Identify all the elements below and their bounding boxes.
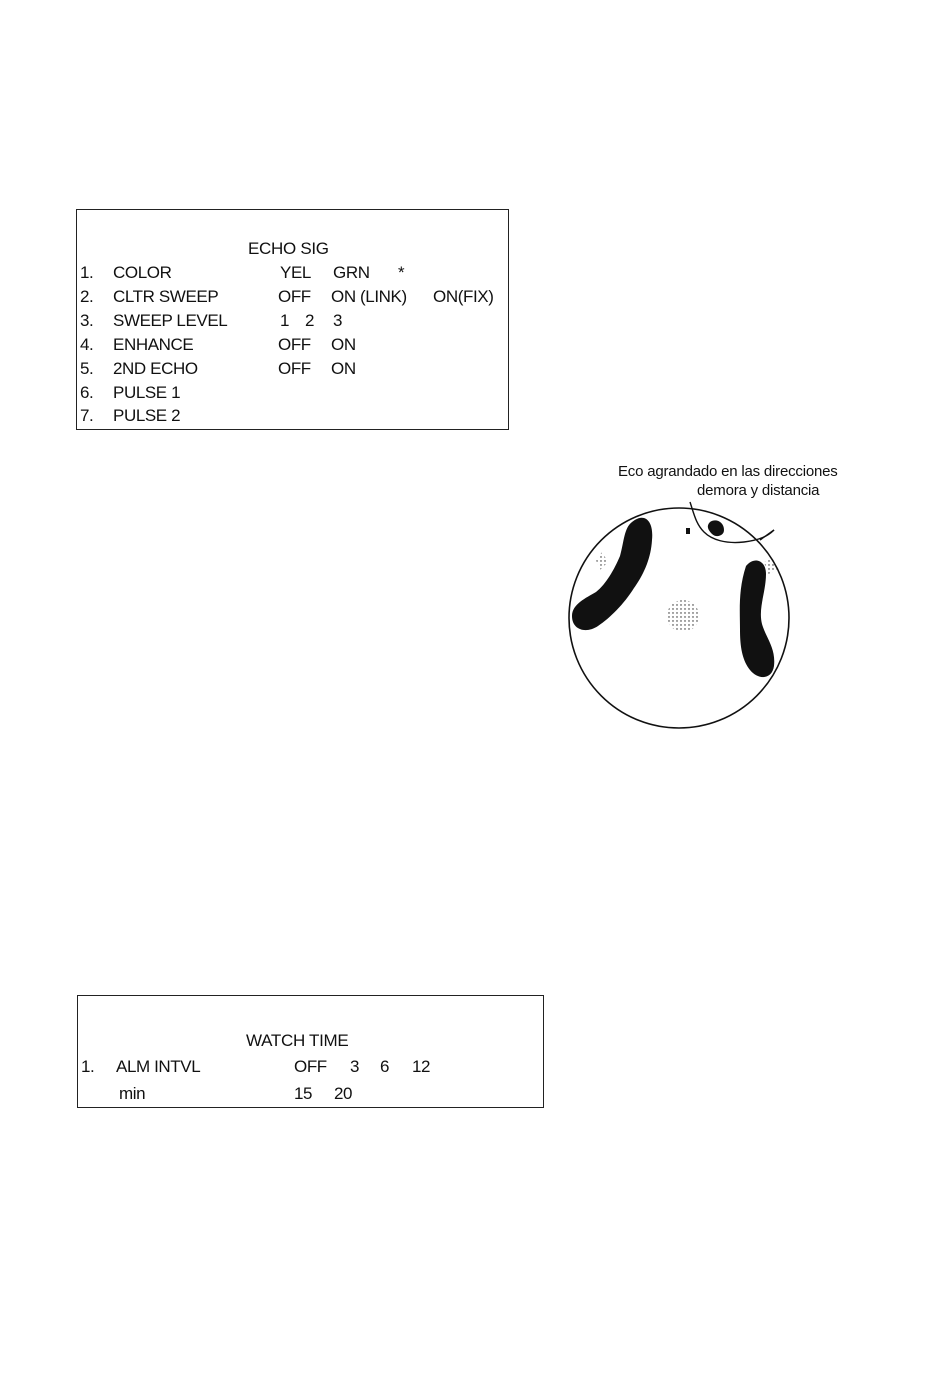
option-1[interactable]: 1 (280, 311, 290, 330)
item-label: PULSE 2 (113, 406, 181, 425)
radar-caption-line-1: Eco agrandado en las direcciones (618, 463, 838, 480)
item-number: 7. (80, 406, 94, 425)
item-number: 5. (80, 359, 94, 378)
option-12[interactable]: 12 (412, 1057, 431, 1076)
option-off[interactable]: OFF (278, 335, 311, 354)
item-number: 1. (81, 1057, 95, 1076)
item-label: 2ND ECHO (113, 359, 198, 378)
center-clutter (667, 600, 699, 632)
option-off[interactable]: OFF (278, 359, 311, 378)
option-6[interactable]: 6 (380, 1057, 390, 1076)
option-yel[interactable]: YEL (280, 263, 311, 282)
option-off[interactable]: OFF (294, 1057, 327, 1076)
option-grn[interactable]: GRN (333, 263, 370, 282)
left-echo-speckle (596, 552, 608, 570)
tiny-echo-dot (686, 528, 690, 534)
option-3[interactable]: 3 (350, 1057, 360, 1076)
option-on-link[interactable]: ON (LINK) (331, 287, 407, 306)
radar-caption-line-2: demora y distancia (697, 482, 820, 499)
option-on-fix[interactable]: ON(FIX) (433, 287, 494, 306)
item-number: 2. (80, 287, 94, 306)
radar-scope-illustration (560, 500, 810, 740)
item-label: SWEEP LEVEL (113, 311, 228, 330)
watch-time-title: WATCH TIME (246, 1031, 349, 1050)
item-number: 4. (80, 335, 94, 354)
item-number: 1. (80, 263, 94, 282)
item-label: CLTR SWEEP (113, 287, 219, 306)
left-echo-blob (572, 518, 652, 630)
small-echo-blob (708, 520, 724, 536)
echo-sig-menu (76, 209, 509, 430)
option-off[interactable]: OFF (278, 287, 311, 306)
item-label: min (119, 1084, 146, 1103)
item-label: PULSE 1 (113, 383, 181, 402)
item-number: 6. (80, 383, 94, 402)
item-label: COLOR (113, 263, 172, 282)
option-on[interactable]: ON (331, 335, 356, 354)
option-15[interactable]: 15 (294, 1084, 313, 1103)
echo-sig-title: ECHO SIG (248, 239, 329, 258)
item-label: ENHANCE (113, 335, 194, 354)
option-on[interactable]: ON (331, 359, 356, 378)
option-2[interactable]: 2 (305, 311, 315, 330)
item-label: ALM INTVL (116, 1057, 201, 1076)
option-asterisk[interactable]: * (398, 263, 405, 282)
item-number: 3. (80, 311, 94, 330)
watch-time-menu (77, 995, 544, 1108)
option-20[interactable]: 20 (334, 1084, 353, 1103)
leader-line-tail (760, 530, 774, 540)
right-echo-blob (740, 560, 774, 677)
option-3[interactable]: 3 (333, 311, 343, 330)
